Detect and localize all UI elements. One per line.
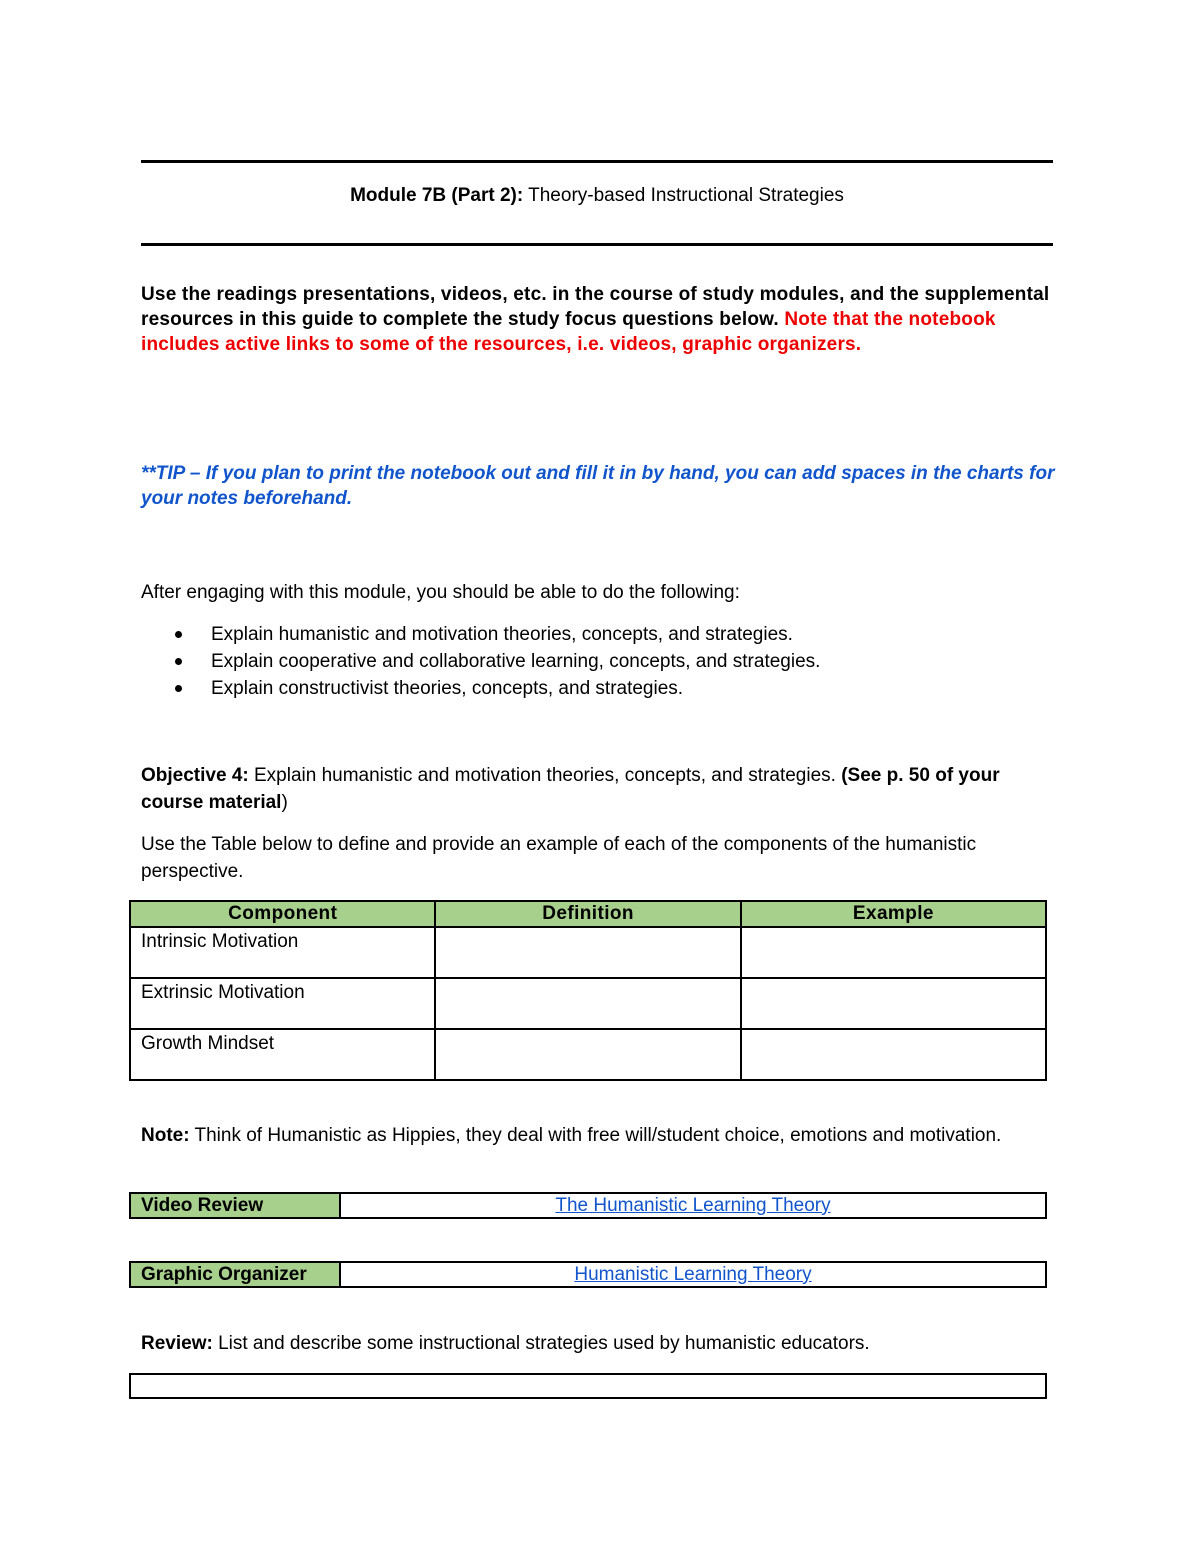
table-instructions: Use the Table below to define and provide an example of each of the components of the humanistic perspective. [141,834,977,882]
instructions-note: Note that the notebook includes active links to some of the resources, i.e. videos, graphic organizers. [141,309,996,355]
table-row [130,927,1046,978]
table-row [130,978,1046,1029]
video-review-table [129,1192,1047,1219]
objective-item: Explain cooperative and collaborative learning, concepts, and strategies. [141,648,1051,675]
note-text: Think of Humanistic as Hippies, they deal with free will/student choice, emotions and motivation. [189,1125,1002,1146]
objective-item: Explain constructivist theories, concepts, and strategies. [141,675,1051,702]
review-answer-cell[interactable] [130,1374,1046,1398]
objectives-intro: After engaging with this module, you should be able to do the following: [141,582,740,603]
video-review-link[interactable]: The Humanistic Learning Theory [340,1193,1046,1218]
video-review-label: Video Review [130,1193,340,1218]
objective-item: Explain humanistic and motivation theories, concepts, and strategies. [141,621,1051,648]
column-header-definition: Definition [435,901,740,927]
page-title [141,184,1053,208]
graphic-organizer-table [129,1261,1047,1288]
column-header-example: Example [741,901,1046,927]
definition-cell[interactable] [435,927,740,978]
component-table [129,900,1047,1081]
review-label: Review: [141,1333,213,1354]
instructions-text: Use the readings presentations, videos, etc. in the course of study modules, and the supplemental resources in this guide to complete the study focus questions below. [141,284,1050,330]
table-header-row [130,901,1046,927]
graphic-organizer-link[interactable]: Humanistic Learning Theory [340,1262,1046,1287]
review-paragraph [141,1330,1051,1357]
note-paragraph [141,1122,1021,1149]
component-cell: Intrinsic Motivation [130,927,435,978]
component-cell: Growth Mindset [130,1029,435,1080]
definition-cell[interactable] [435,1029,740,1080]
objective-4-reference: (See p. 50 of your course material [141,765,1000,813]
top-divider [141,160,1053,163]
graphic-organizer-label: Graphic Organizer [130,1262,340,1287]
note-label: Note: [141,1125,190,1146]
instructions-paragraph [141,282,1056,357]
component-cell: Extrinsic Motivation [130,978,435,1029]
example-cell[interactable] [741,978,1046,1029]
review-answer-box [129,1373,1047,1399]
bottom-divider [141,243,1053,246]
objective-4-heading: Objective 4: Explain humanistic and motivation theories, concepts, and strategies. (See p. 50 of your course material) [141,765,1000,813]
example-cell[interactable] [741,927,1046,978]
bullet-icon [175,631,182,638]
table-row [130,1029,1046,1080]
column-header-component: Component [130,901,435,927]
objective-4-label: Objective 4: [141,765,249,786]
bullet-icon [175,658,182,665]
example-cell[interactable] [741,1029,1046,1080]
title-rest: Theory-based Instructional Strategies [523,185,844,206]
tip-paragraph: **TIP – If you plan to print the notebook out and fill it in by hand, you can add spaces in the charts for your notes beforehand. [141,463,1055,509]
bullet-icon [175,685,182,692]
title-bold: Module 7B (Part 2): [350,185,524,206]
objectives-list [141,621,1051,702]
definition-cell[interactable] [435,978,740,1029]
review-text: List and describe some instructional strategies used by humanistic educators. [212,1333,870,1354]
